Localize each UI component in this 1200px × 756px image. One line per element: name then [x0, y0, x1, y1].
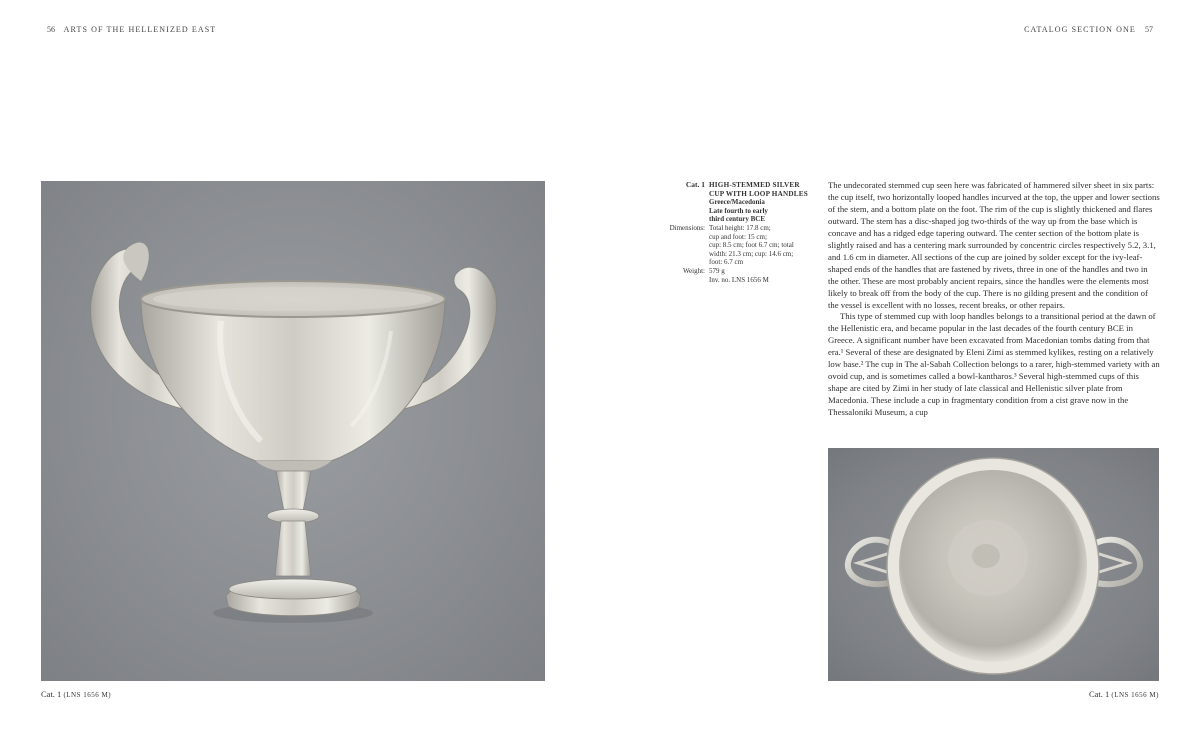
right-page-number: 57 — [1145, 25, 1153, 34]
entry-weight-label: Weight: — [683, 266, 705, 275]
entry-dimensions-label: Dimensions: — [669, 223, 705, 232]
cup-side-view-illustration — [41, 181, 545, 681]
caption-left-inventory: (LNS 1656 M) — [63, 691, 112, 699]
caption-right-label: Cat. 1 — [1088, 689, 1110, 699]
main-cup-photo — [41, 181, 545, 681]
entry-inventory-number: Inv. no. LNS 1656 M — [709, 275, 769, 284]
entry-dimensions-line: cup and foot: 15 cm; — [709, 232, 767, 241]
running-head-right — [1024, 25, 1159, 34]
entry-weight-row — [660, 267, 820, 284]
entry-date-line2: third century BCE — [709, 215, 765, 224]
top-view-cup-photo — [828, 448, 1159, 681]
body-paragraph-1: The undecorated stemmed cup seen here was fabricated of hammered silver sheet in six parts: the cup itself, two horizontally looped handles incurved at the top, the upper and lower sections of the stem, and a bottom plate on the foot. The rim of the cup is slightly thickened and flares outward. The stem has a disc-shaped jog two-thirds of the way up from the base which is concave and has a ridged edge tapering outward. The center section of the bottom plate is slightly raised and has a centering mark surrounded by concentric circles respectively 5.2, 3.1, and 1.6 cm in diameter. All sections of the cup are joined by solder except for the ivy-leaf-shaped ends of the handles that are fastened by rivets, three in one of the handles and two in the other. These are most probably ancient repairs, since the handles were the elements most likely to break off from the body of the cup. There is no gilding present and the condition of the vessel is excellent with no losses, recent breaks, or other repairs. — [828, 180, 1160, 310]
entry-dimensions-line: cup: 8.5 cm; foot 6.7 cm; total — [709, 241, 794, 250]
caption-left-label: Cat. 1 — [41, 689, 62, 699]
left-running-title: ARTS OF THE HELLENIZED EAST — [63, 25, 217, 34]
entry-title-line1: HIGH-STEMMED SILVER — [709, 181, 800, 189]
catalog-entry — [660, 181, 820, 284]
body-paragraph-2: This type of stemmed cup with loop handles belongs to a transitional period at the dawn of the Hellenistic era, and became popular in the last decades of the fourth century BCE in Greece. A significant number have been excavated from Macedonian tombs dating from that era.¹ Several of these are designated by Eleni Zimi as stemmed kylikes, resting on a relatively low base.² The cup in The al-Sabah Collection belongs to a rarer, high-stemmed variety with an ovoid cup, and is sometimes called a bowl-kantharos.³ Several high-stemmed cups of this shape are cited by Zimi in her study of late classical and Hellenistic silver plate from Macedonia. These include a cup in fragmentary condition from a cist grave now in the Thessaloniki Museum, a cup — [828, 311, 1160, 418]
entry-origin: Greece/Macedonia — [709, 198, 765, 207]
entry-weight-value: 579 g — [709, 266, 725, 275]
caption-right — [1089, 689, 1159, 699]
caption-right-inventory: (LNS 1656 M) — [1111, 691, 1159, 699]
body-text — [828, 180, 1160, 419]
right-running-title: CATALOG SECTION ONE — [1024, 25, 1136, 34]
running-head-left — [41, 25, 216, 34]
entry-dimensions-line: foot: 6.7 cm — [709, 258, 744, 267]
entry-cat-label: Cat. 1 — [685, 180, 705, 189]
cup-top-view-illustration — [828, 448, 1159, 681]
caption-left — [41, 689, 111, 699]
entry-dimensions-line: Total height: 17.8 cm; — [709, 223, 771, 232]
entry-dimensions-row — [660, 224, 820, 267]
entry-title-line2: CUP WITH LOOP HANDLES — [709, 189, 808, 198]
entry-date-line1: Late fourth to early — [709, 206, 768, 215]
left-page-number: 56 — [47, 25, 55, 34]
entry-dimensions-line: width: 21.3 cm; cup: 14.6 cm; — [709, 249, 794, 258]
entry-title-row — [660, 181, 820, 224]
